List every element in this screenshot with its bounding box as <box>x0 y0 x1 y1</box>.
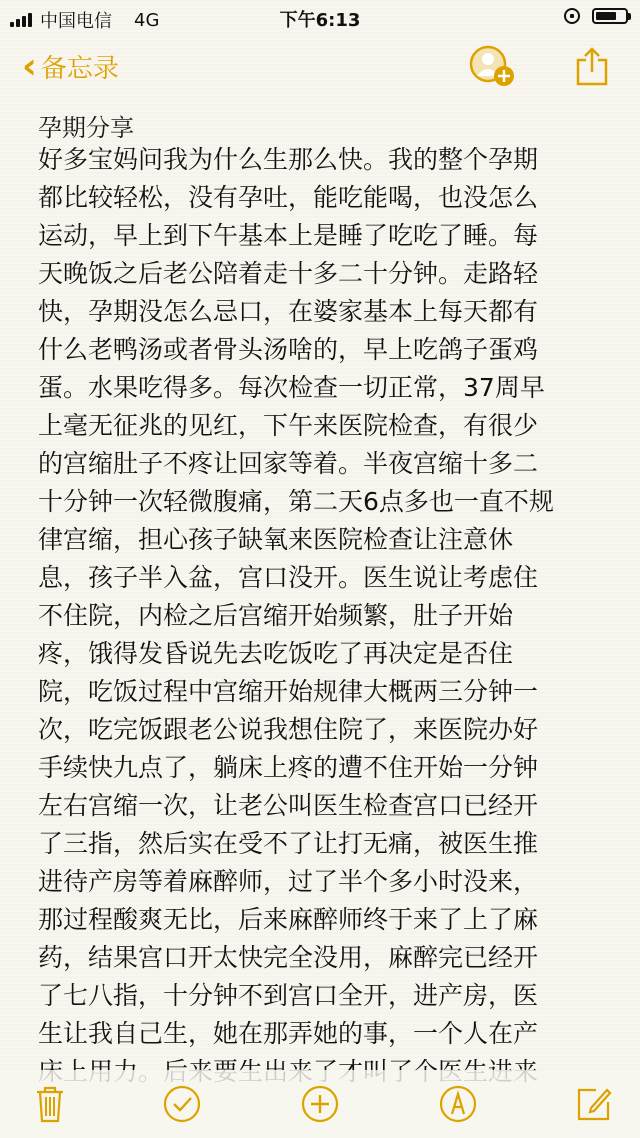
back-label: 备忘录 <box>40 54 119 84</box>
note-line: 蛋。水果吃得多。每次检查一切正常，37周早 <box>38 373 545 402</box>
compose-icon <box>574 1084 614 1124</box>
note-line: 律宫缩，担心孩子缺氧来医院检查让注意休 <box>38 525 514 554</box>
note-line: 院，吃饭过程中宫缩开始规律大概两三分钟一 <box>38 677 539 706</box>
bottom-toolbar <box>0 1070 640 1138</box>
checklist-icon <box>162 1084 202 1124</box>
note-line: 药，结果宫口开太快完全没用，麻醉完已经开 <box>38 943 539 972</box>
note-line: 好多宝妈问我为什么生那么快。我的整个孕期 <box>38 145 539 174</box>
status-right <box>564 8 628 24</box>
nav-bar <box>0 36 640 98</box>
note-line: 了三指，然后实在受不了让打无痛，被医生推 <box>38 829 539 858</box>
delete-button[interactable] <box>30 1084 70 1124</box>
markup-button[interactable] <box>438 1084 478 1124</box>
note-line: 手续快九点了，躺床上疼的遭不住开始一分钟 <box>38 753 539 782</box>
markup-icon <box>438 1084 478 1124</box>
share-icon <box>574 46 610 86</box>
note-line: 都比较轻松，没有孕吐，能吃能喝，也没怎么 <box>38 183 539 212</box>
add-button[interactable] <box>300 1084 340 1124</box>
note-line: 生让我自己生，她在那弄她的事，一个人在产 <box>38 1019 539 1048</box>
add-person-button[interactable] <box>468 44 516 88</box>
note-line: 次，吃完饭跟老公说我想住院了，来医院办好 <box>38 715 539 744</box>
share-button[interactable] <box>574 46 610 86</box>
note-line: 运动，早上到下午基本上是睡了吃吃了睡。每 <box>38 221 539 250</box>
status-time: 下午6:13 <box>279 10 361 31</box>
add-icon <box>300 1084 340 1124</box>
note-line: 疼，饿得发昏说先去吃饭吃了再决定是否住 <box>38 639 514 668</box>
network-label: 4G <box>134 9 160 31</box>
status-bar <box>0 0 640 36</box>
battery-fill <box>596 12 616 20</box>
note-line: 进待产房等着麻醉师，过了半个多小时没来， <box>38 867 539 896</box>
note-line: 上毫无征兆的见红，下午来医院检查，有很少 <box>38 411 539 440</box>
carrier-label: 中国电信 <box>40 11 112 32</box>
note-body[interactable] <box>38 141 604 1069</box>
rotation-lock-icon <box>564 8 580 24</box>
note-line: 十分钟一次轻微腹痛，第二天6点多也一直不规 <box>38 487 554 516</box>
note-line: 了七八指，十分钟不到宫口全开，进产房，医 <box>38 981 539 1010</box>
note-line: 快，孕期没怎么忌口，在婆家基本上每天都有 <box>38 297 539 326</box>
note-line: 那过程酸爽无比，后来麻醉师终于来了上了麻 <box>38 905 539 934</box>
note-line: 天晚饭之后老公陪着走十多二十分钟。走路轻 <box>38 259 539 288</box>
note-line: 左右宫缩一次，让老公叫医生检查宫口已经开 <box>38 791 539 820</box>
note-line: 息，孩子半入盆，宫口没开。医生说让考虑住 <box>38 563 539 592</box>
note-line: 什么老鸭汤或者骨头汤啥的，早上吃鸽子蛋鸡 <box>38 335 539 364</box>
add-person-icon <box>468 44 516 88</box>
checklist-button[interactable] <box>162 1084 202 1124</box>
note-title[interactable]: 孕期分享 <box>38 114 134 142</box>
back-button[interactable] <box>22 45 119 87</box>
note-line: 不住院，内检之后宫缩开始频繁，肚子开始 <box>38 601 514 630</box>
trash-icon <box>30 1084 70 1124</box>
chevron-left-icon: ‹ <box>22 45 37 87</box>
battery-icon <box>592 8 628 24</box>
compose-button[interactable] <box>574 1084 614 1124</box>
note-line: 的宫缩肚子不疼让回家等着。半夜宫缩十多二 <box>38 449 539 478</box>
